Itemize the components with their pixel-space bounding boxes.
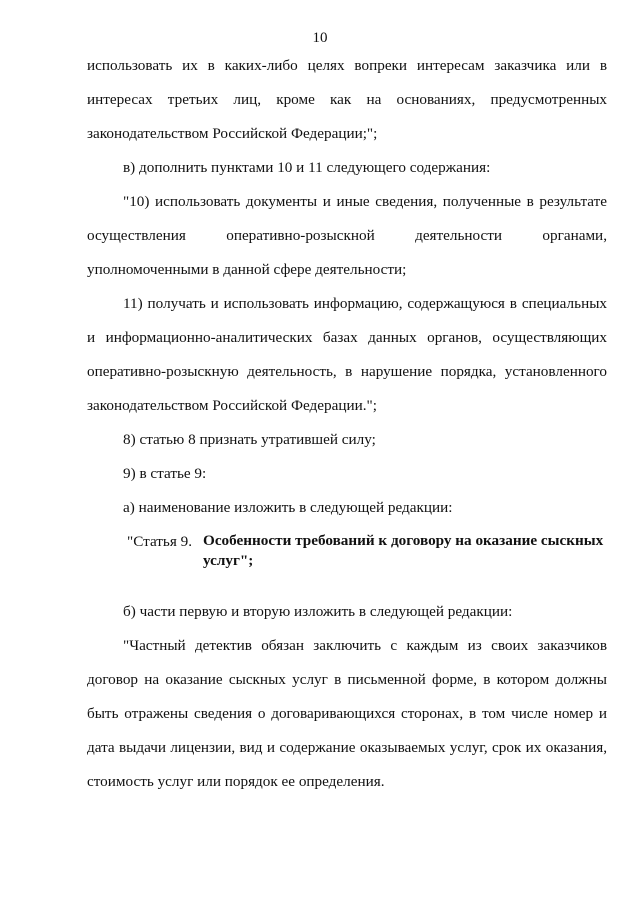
text-line: 11) получать и использовать информацию, содержащуюся в специальных (123, 295, 607, 312)
text-line: б) части первую и вторую изложить в следующей редакции: (123, 603, 513, 620)
text-line: оперативно-розыскную деятельность, в нарушение порядка, установленного (87, 363, 607, 380)
text-block-before (87, 55, 607, 531)
text-line: законодательством Российской Федерации."; (87, 397, 377, 414)
page-number: 10 (312, 30, 328, 46)
text-line: использовать их в каких-либо целях вопреки интересам заказчика или в (87, 57, 607, 74)
text-line: 9) в статье 9: (123, 465, 207, 482)
text-line: стоимость услуг или порядок ее определения. (87, 773, 385, 790)
text-line: а) наименование изложить в следующей редакции: (123, 499, 453, 516)
text-line: дата выдачи лицензии, вид и содержание оказываемых услуг, срок их оказания, (87, 739, 607, 756)
text-line: 8) статью 8 признать утратившей силу; (123, 431, 376, 448)
text-block-after (87, 601, 607, 805)
article-heading (87, 531, 607, 601)
text-line: "10) использовать документы и иные сведения, полученные в результате (123, 193, 607, 210)
text-line: договор на оказание сыскных услуг в письменной форме, в котором должны (87, 671, 607, 688)
document-body (87, 55, 607, 805)
text-line: в) дополнить пунктами 10 и 11 следующего содержания: (123, 159, 491, 176)
text-line: быть отражены сведения о договаривающихся сторонах, в том числе номер и (87, 705, 607, 722)
text-line: осуществления оперативно-розыскной деятельности органами, (87, 227, 607, 244)
text-line: интересах третьих лиц, кроме как на основаниях, предусмотренных (87, 91, 607, 108)
text-line: и информационно-аналитических базах данных органов, осуществляющих (87, 329, 607, 346)
text-line: законодательством Российской Федерации;"; (87, 125, 378, 142)
article-number: "Статья 9. (127, 533, 193, 550)
article-title: Особенности требований к договору на оказание сыскных услуг"; (203, 532, 604, 569)
text-line: "Частный детектив обязан заключить с каждым из своих заказчиков (123, 637, 607, 654)
text-line: уполномоченными в данной сфере деятельности; (87, 261, 407, 278)
